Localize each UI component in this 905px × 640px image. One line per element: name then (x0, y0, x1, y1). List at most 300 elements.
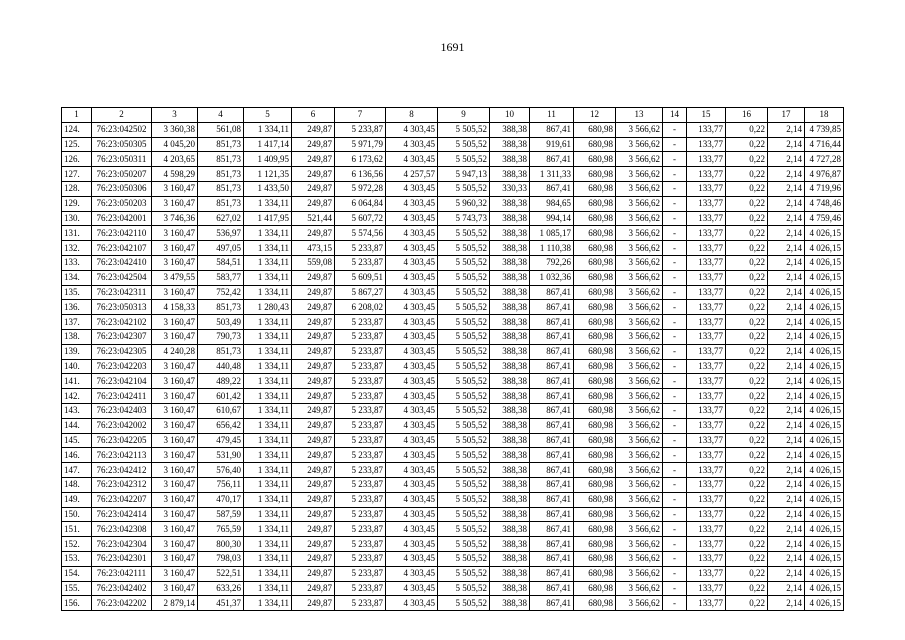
table-cell: 4 303,45 (386, 581, 438, 596)
table-cell: 133,77 (687, 167, 726, 182)
table-cell: 131. (62, 226, 92, 241)
table-row (62, 181, 844, 196)
table-cell: 503,49 (198, 315, 244, 330)
table-cell: 388,38 (490, 389, 530, 404)
table-cell: 451,37 (198, 596, 244, 611)
table-cell: 5 505,52 (438, 581, 490, 596)
table-cell: 388,38 (490, 270, 530, 285)
table-cell: 3 566,62 (616, 285, 663, 300)
table-cell: 76:23:042305 (92, 344, 152, 359)
table-cell: 145. (62, 433, 92, 448)
table-cell: 4 026,15 (805, 285, 844, 300)
table-row (62, 581, 844, 596)
table-cell: 124. (62, 122, 92, 137)
table-cell: 4 026,15 (805, 403, 844, 418)
table-cell: 867,41 (530, 477, 574, 492)
table-cell: 249,87 (292, 492, 335, 507)
table-cell: 0,22 (726, 374, 768, 389)
table-cell: 2,14 (768, 581, 805, 596)
column-header: 18 (805, 108, 844, 123)
table-cell: 3 160,47 (152, 477, 198, 492)
table-cell: 133,77 (687, 315, 726, 330)
table-cell: - (663, 270, 687, 285)
table-cell: 867,41 (530, 537, 574, 552)
table-cell: 133,77 (687, 477, 726, 492)
table-cell: 1 334,11 (244, 389, 292, 404)
table-cell: - (663, 566, 687, 581)
table-cell: 146. (62, 448, 92, 463)
table-cell: 867,41 (530, 581, 574, 596)
table-cell: 76:23:042205 (92, 433, 152, 448)
table-cell: 680,98 (574, 122, 616, 137)
table-cell: 249,87 (292, 522, 335, 537)
table-cell: 133,77 (687, 507, 726, 522)
table-cell: 4 303,45 (386, 522, 438, 537)
table-cell: 4 303,45 (386, 551, 438, 566)
table-cell: 249,87 (292, 374, 335, 389)
table-cell: 133,77 (687, 152, 726, 167)
table-cell: 1 334,11 (244, 537, 292, 552)
table-cell: 4 026,15 (805, 241, 844, 256)
table-cell: 867,41 (530, 152, 574, 167)
table-cell: 3 160,47 (152, 448, 198, 463)
table-cell: 4 026,15 (805, 492, 844, 507)
table-cell: 5 233,87 (335, 122, 386, 137)
table-cell: 2,14 (768, 196, 805, 211)
table-cell: 133,77 (687, 344, 726, 359)
table-cell: 867,41 (530, 300, 574, 315)
table-cell: 2,14 (768, 255, 805, 270)
column-header: 13 (616, 108, 663, 123)
column-header: 17 (768, 108, 805, 123)
table-cell: 2,14 (768, 211, 805, 226)
table-cell: 133,77 (687, 448, 726, 463)
table-cell: 6 064,84 (335, 196, 386, 211)
table-cell: 994,14 (530, 211, 574, 226)
column-header: 4 (198, 108, 244, 123)
table-row (62, 448, 844, 463)
table-cell: 5 505,52 (438, 152, 490, 167)
table-cell: 5 574,56 (335, 226, 386, 241)
table-cell: 249,87 (292, 270, 335, 285)
table-cell: 5 505,52 (438, 537, 490, 552)
table-cell: 4 026,15 (805, 418, 844, 433)
table-cell: 792,26 (530, 255, 574, 270)
table-cell: 1 334,11 (244, 329, 292, 344)
table-cell: 130. (62, 211, 92, 226)
table-cell: 4 976,87 (805, 167, 844, 182)
table-cell: 5 505,52 (438, 181, 490, 196)
table-cell: 1 417,14 (244, 137, 292, 152)
column-header: 7 (335, 108, 386, 123)
table-cell: 4 026,15 (805, 315, 844, 330)
table-cell: 627,02 (198, 211, 244, 226)
table-cell: 4 748,46 (805, 196, 844, 211)
table-cell: 680,98 (574, 255, 616, 270)
table-cell: 5 233,87 (335, 581, 386, 596)
table-cell: 388,38 (490, 537, 530, 552)
table-cell: 4 716,44 (805, 137, 844, 152)
table-cell: 497,05 (198, 241, 244, 256)
table-cell: 133,77 (687, 374, 726, 389)
table-row (62, 329, 844, 344)
table-cell: - (663, 167, 687, 182)
table-cell: 5 505,52 (438, 329, 490, 344)
table-cell: 76:23:050313 (92, 300, 152, 315)
table-cell: 135. (62, 285, 92, 300)
table-cell: 141. (62, 374, 92, 389)
table-cell: 765,59 (198, 522, 244, 537)
table-cell: 2,14 (768, 551, 805, 566)
table-cell: 4 026,15 (805, 537, 844, 552)
table-cell: 5 505,52 (438, 551, 490, 566)
table-cell: 76:23:042307 (92, 329, 152, 344)
table-cell: 2,14 (768, 433, 805, 448)
table-cell: - (663, 492, 687, 507)
table-cell: 76:23:042308 (92, 522, 152, 537)
table-cell: 531,90 (198, 448, 244, 463)
table-cell: 388,38 (490, 596, 530, 611)
table-cell: 2,14 (768, 507, 805, 522)
table-cell: 1 032,36 (530, 270, 574, 285)
table-cell: 1 334,11 (244, 433, 292, 448)
table-row (62, 389, 844, 404)
table-cell: 132. (62, 241, 92, 256)
table-cell: 2,14 (768, 448, 805, 463)
table-cell: 388,38 (490, 448, 530, 463)
table-cell: - (663, 285, 687, 300)
table-cell: 610,67 (198, 403, 244, 418)
table-cell: 3 566,62 (616, 152, 663, 167)
table-cell: 249,87 (292, 137, 335, 152)
table-cell: 4 026,15 (805, 551, 844, 566)
table-cell: 388,38 (490, 463, 530, 478)
table-cell: 133,77 (687, 122, 726, 137)
column-header: 2 (92, 108, 152, 123)
table-cell: 76:23:050311 (92, 152, 152, 167)
table-cell: 4 303,45 (386, 418, 438, 433)
table-cell: 0,22 (726, 181, 768, 196)
table-cell: 133,77 (687, 551, 726, 566)
table-cell: 3 566,62 (616, 463, 663, 478)
table-cell: 249,87 (292, 581, 335, 596)
table-cell: 1 334,11 (244, 522, 292, 537)
table-cell: 388,38 (490, 315, 530, 330)
table-cell: - (663, 196, 687, 211)
table-cell: 76:23:042412 (92, 463, 152, 478)
table-cell: 76:23:042301 (92, 551, 152, 566)
table-cell: 388,38 (490, 329, 530, 344)
table-cell: 0,22 (726, 344, 768, 359)
table-cell: 3 160,47 (152, 315, 198, 330)
table-cell: - (663, 241, 687, 256)
column-header: 16 (726, 108, 768, 123)
table-cell: 127. (62, 167, 92, 182)
table-cell: 133,77 (687, 403, 726, 418)
table-cell: 559,08 (292, 255, 335, 270)
table-cell: 0,22 (726, 152, 768, 167)
table-cell: 249,87 (292, 344, 335, 359)
table-cell: 76:23:042402 (92, 581, 152, 596)
table-cell: 5 505,52 (438, 477, 490, 492)
table-cell: 76:23:042203 (92, 359, 152, 374)
table-row (62, 537, 844, 552)
table-cell: 5 505,52 (438, 255, 490, 270)
table-cell: 133,77 (687, 211, 726, 226)
table-cell: 680,98 (574, 374, 616, 389)
table-cell: 0,22 (726, 522, 768, 537)
table-cell: 440,48 (198, 359, 244, 374)
table-row (62, 596, 844, 611)
table-cell: 0,22 (726, 433, 768, 448)
table-cell: 3 160,47 (152, 581, 198, 596)
table-cell: 76:23:042113 (92, 448, 152, 463)
table-cell: 0,22 (726, 315, 768, 330)
table-row (62, 507, 844, 522)
table-cell: - (663, 581, 687, 596)
table-cell: 3 160,47 (152, 551, 198, 566)
table-cell: 867,41 (530, 329, 574, 344)
table-cell: 330,33 (490, 181, 530, 196)
table-body (62, 122, 844, 610)
table-cell: 2,14 (768, 329, 805, 344)
table-cell: 139. (62, 344, 92, 359)
table-row (62, 196, 844, 211)
table-cell: 4 026,15 (805, 463, 844, 478)
table-cell: 129. (62, 196, 92, 211)
table-cell: 4 303,45 (386, 152, 438, 167)
table-cell: 76:23:042312 (92, 477, 152, 492)
table-cell: 4 303,45 (386, 507, 438, 522)
table-cell: 5 233,87 (335, 507, 386, 522)
table-cell: 154. (62, 566, 92, 581)
table-cell: 76:23:042414 (92, 507, 152, 522)
table-cell: 680,98 (574, 270, 616, 285)
table-cell: 3 566,62 (616, 507, 663, 522)
table-cell: 388,38 (490, 433, 530, 448)
table-cell: 4 303,45 (386, 374, 438, 389)
table-cell: 249,87 (292, 448, 335, 463)
table-cell: 851,73 (198, 137, 244, 152)
table-cell: 3 566,62 (616, 122, 663, 137)
table-cell: 680,98 (574, 315, 616, 330)
table-cell: 1 334,11 (244, 315, 292, 330)
table-cell: 133,77 (687, 329, 726, 344)
table-cell: 4 303,45 (386, 566, 438, 581)
table-cell: 388,38 (490, 344, 530, 359)
column-header: 1 (62, 108, 92, 123)
table-cell: 5 505,52 (438, 315, 490, 330)
table-cell: 2,14 (768, 566, 805, 581)
table-cell: 4 026,15 (805, 359, 844, 374)
table-cell: 4 303,45 (386, 492, 438, 507)
table-cell: 4 158,33 (152, 300, 198, 315)
table-cell: 489,22 (198, 374, 244, 389)
table-cell: 3 160,47 (152, 463, 198, 478)
table-cell: 133,77 (687, 359, 726, 374)
table-cell: 388,38 (490, 551, 530, 566)
table-cell: 1 334,11 (244, 241, 292, 256)
table-cell: 798,03 (198, 551, 244, 566)
table-cell: 3 566,62 (616, 226, 663, 241)
table-cell: 0,22 (726, 300, 768, 315)
table-cell: 3 160,47 (152, 181, 198, 196)
table-cell: 800,30 (198, 537, 244, 552)
table-cell: 2,14 (768, 152, 805, 167)
table-cell: 1 110,38 (530, 241, 574, 256)
table-cell: 155. (62, 581, 92, 596)
data-table (61, 107, 844, 611)
table-cell: 2,14 (768, 167, 805, 182)
table-cell: 76:23:042001 (92, 211, 152, 226)
table-cell: 3 566,62 (616, 492, 663, 507)
table-cell: 388,38 (490, 477, 530, 492)
table-cell: 4 026,15 (805, 389, 844, 404)
table-cell: 867,41 (530, 122, 574, 137)
table-cell: 0,22 (726, 492, 768, 507)
table-cell: 3 566,62 (616, 374, 663, 389)
table-cell: 680,98 (574, 329, 616, 344)
table-cell: 0,22 (726, 196, 768, 211)
table-cell: 680,98 (574, 211, 616, 226)
table-cell: 2,14 (768, 374, 805, 389)
table-cell: 4 026,15 (805, 226, 844, 241)
table-cell: 138. (62, 329, 92, 344)
table-cell: 5 233,87 (335, 596, 386, 611)
table-cell: 76:23:050305 (92, 137, 152, 152)
table-cell: 680,98 (574, 507, 616, 522)
table-cell: 133,77 (687, 241, 726, 256)
table-cell: 473,15 (292, 241, 335, 256)
table-cell: - (663, 152, 687, 167)
table-cell: 388,38 (490, 167, 530, 182)
table-cell: 3 566,62 (616, 522, 663, 537)
table-cell: 249,87 (292, 418, 335, 433)
table-cell: 587,59 (198, 507, 244, 522)
table-row (62, 211, 844, 226)
table-cell: 388,38 (490, 566, 530, 581)
table-cell: 680,98 (574, 418, 616, 433)
table-cell: 1 334,11 (244, 196, 292, 211)
table-cell: 4 026,15 (805, 522, 844, 537)
table-cell: 867,41 (530, 463, 574, 478)
table-cell: - (663, 596, 687, 611)
table-cell: 867,41 (530, 433, 574, 448)
table-cell: 5 505,52 (438, 270, 490, 285)
table-cell: 3 566,62 (616, 389, 663, 404)
table-cell: 3 566,62 (616, 315, 663, 330)
table-cell: 2,14 (768, 418, 805, 433)
table-cell: 4 303,45 (386, 329, 438, 344)
table-cell: 133,77 (687, 255, 726, 270)
table-cell: 249,87 (292, 403, 335, 418)
table-cell: 1 334,11 (244, 551, 292, 566)
table-cell: 1 409,95 (244, 152, 292, 167)
table-cell: 5 505,52 (438, 418, 490, 433)
column-header: 8 (386, 108, 438, 123)
table-cell: 5 505,52 (438, 522, 490, 537)
table-cell: 867,41 (530, 315, 574, 330)
table-cell: 851,73 (198, 167, 244, 182)
table-row (62, 226, 844, 241)
table-cell: 561,08 (198, 122, 244, 137)
table-cell: 3 566,62 (616, 359, 663, 374)
table-cell: 5 505,52 (438, 137, 490, 152)
table-cell: 249,87 (292, 463, 335, 478)
table-cell: 3 566,62 (616, 300, 663, 315)
table-cell: 2,14 (768, 522, 805, 537)
table-cell: 0,22 (726, 389, 768, 404)
table-cell: 3 566,62 (616, 181, 663, 196)
table-cell: 0,22 (726, 329, 768, 344)
table-cell: 5 233,87 (335, 329, 386, 344)
table-cell: 388,38 (490, 226, 530, 241)
table-cell: 4 303,45 (386, 389, 438, 404)
table-cell: 5 233,87 (335, 537, 386, 552)
table-cell: 144. (62, 418, 92, 433)
table-cell: 470,17 (198, 492, 244, 507)
table-cell: 5 505,52 (438, 344, 490, 359)
table-cell: 0,22 (726, 241, 768, 256)
table-cell: 790,73 (198, 329, 244, 344)
table-cell: 867,41 (530, 492, 574, 507)
table-cell: 125. (62, 137, 92, 152)
table-cell: 2,14 (768, 403, 805, 418)
table-cell: 680,98 (574, 181, 616, 196)
table-cell: 867,41 (530, 285, 574, 300)
table-cell: 76:23:042104 (92, 374, 152, 389)
table-cell: 2,14 (768, 537, 805, 552)
table-cell: 4 303,45 (386, 241, 438, 256)
table-cell: 1 334,11 (244, 418, 292, 433)
table-cell: 2,14 (768, 300, 805, 315)
table-cell: 5 505,52 (438, 566, 490, 581)
table-cell: 4 026,15 (805, 270, 844, 285)
table-cell: 4 303,45 (386, 285, 438, 300)
table-cell: - (663, 507, 687, 522)
table-cell: 3 566,62 (616, 596, 663, 611)
table-cell: 3 566,62 (616, 255, 663, 270)
table-cell: 680,98 (574, 241, 616, 256)
table-cell: 133,77 (687, 137, 726, 152)
table-cell: 4 026,15 (805, 448, 844, 463)
table-cell: 4 303,45 (386, 196, 438, 211)
column-header: 14 (663, 108, 687, 123)
table-cell: 1 334,11 (244, 122, 292, 137)
table-row (62, 300, 844, 315)
table-cell: 3 160,47 (152, 359, 198, 374)
table-cell: 633,26 (198, 581, 244, 596)
table-cell: 249,87 (292, 285, 335, 300)
table-cell: 3 160,47 (152, 226, 198, 241)
table-cell: 3 160,47 (152, 241, 198, 256)
table-cell: 680,98 (574, 477, 616, 492)
table-cell: 4 026,15 (805, 433, 844, 448)
table-cell: 1 311,33 (530, 167, 574, 182)
table-cell: 5 505,52 (438, 226, 490, 241)
table-cell: 867,41 (530, 566, 574, 581)
column-header: 10 (490, 108, 530, 123)
table-cell: 583,77 (198, 270, 244, 285)
table-cell: 3 160,47 (152, 492, 198, 507)
table-cell: 1 280,43 (244, 300, 292, 315)
table-cell: 3 566,62 (616, 537, 663, 552)
table-cell: 128. (62, 181, 92, 196)
table-cell: 984,65 (530, 196, 574, 211)
table-cell: 5 505,52 (438, 433, 490, 448)
table-cell: 388,38 (490, 418, 530, 433)
table-cell: 5 233,87 (335, 418, 386, 433)
